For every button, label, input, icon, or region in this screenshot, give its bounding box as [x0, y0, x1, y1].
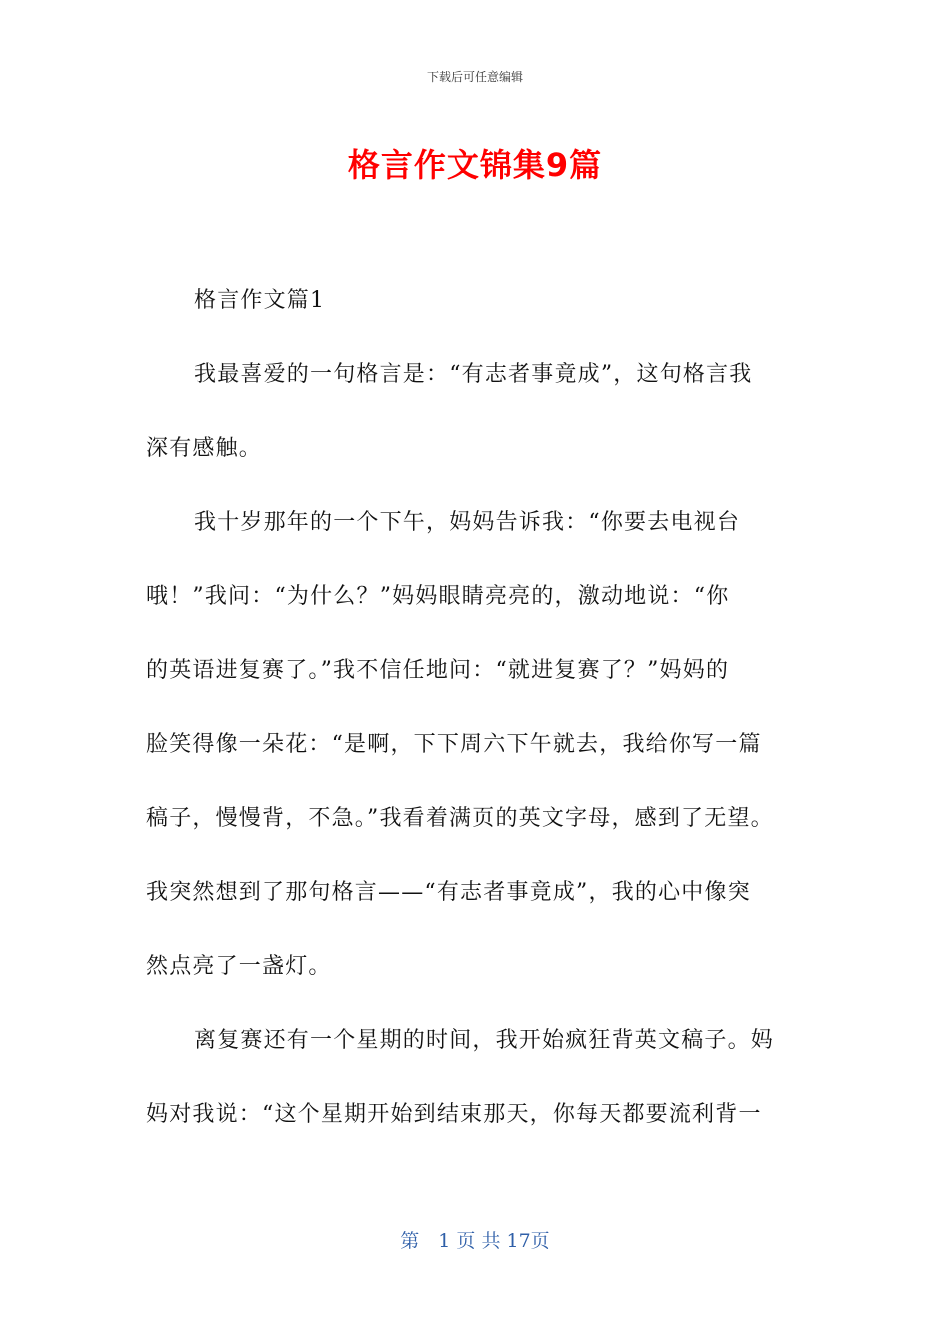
paragraph-line: 哦！”我问：“为什么？”妈妈眼睛亮亮的，激动地说：“你 — [146, 584, 730, 609]
paragraph-line: 我突然想到了那句格言——“有志者事竟成”，我的心中像突 — [146, 880, 751, 905]
paragraph-line: 脸笑得像一朵花：“是啊，下下周六下午就去，我给你写一篇 — [146, 732, 762, 757]
paragraph-line: 的英语进复赛了。”我不信任地问：“就进复赛了？”妈妈的 — [146, 658, 730, 683]
paragraph-line: 然点亮了一盏灯。 — [146, 954, 332, 979]
paragraph-line: 深有感触。 — [146, 436, 263, 461]
section-heading: 格言作文篇1 — [194, 288, 326, 313]
paragraph-line: 稿子，慢慢背，不急。”我看着满页的英文字母，感到了无望。 — [146, 806, 774, 831]
paragraph-line: 我十岁那年的一个下午，妈妈告诉我：“你要去电视台 — [194, 510, 741, 535]
page-number-footer: 第 1 页 共 17页 — [400, 1230, 550, 1252]
paragraph-line: 我最喜爱的一句格言是：“有志者事竟成”，这句格言我 — [194, 362, 753, 387]
document-title: 格言作文锦集9篇 — [347, 146, 603, 184]
header-note: 下载后可任意编辑 — [426, 70, 523, 84]
paragraph-line: 妈对我说：“这个星期开始到结束那天，你每天都要流利背一 — [146, 1102, 762, 1127]
paragraph-line: 离复赛还有一个星期的时间，我开始疯狂背英文稿子。妈 — [194, 1028, 775, 1053]
